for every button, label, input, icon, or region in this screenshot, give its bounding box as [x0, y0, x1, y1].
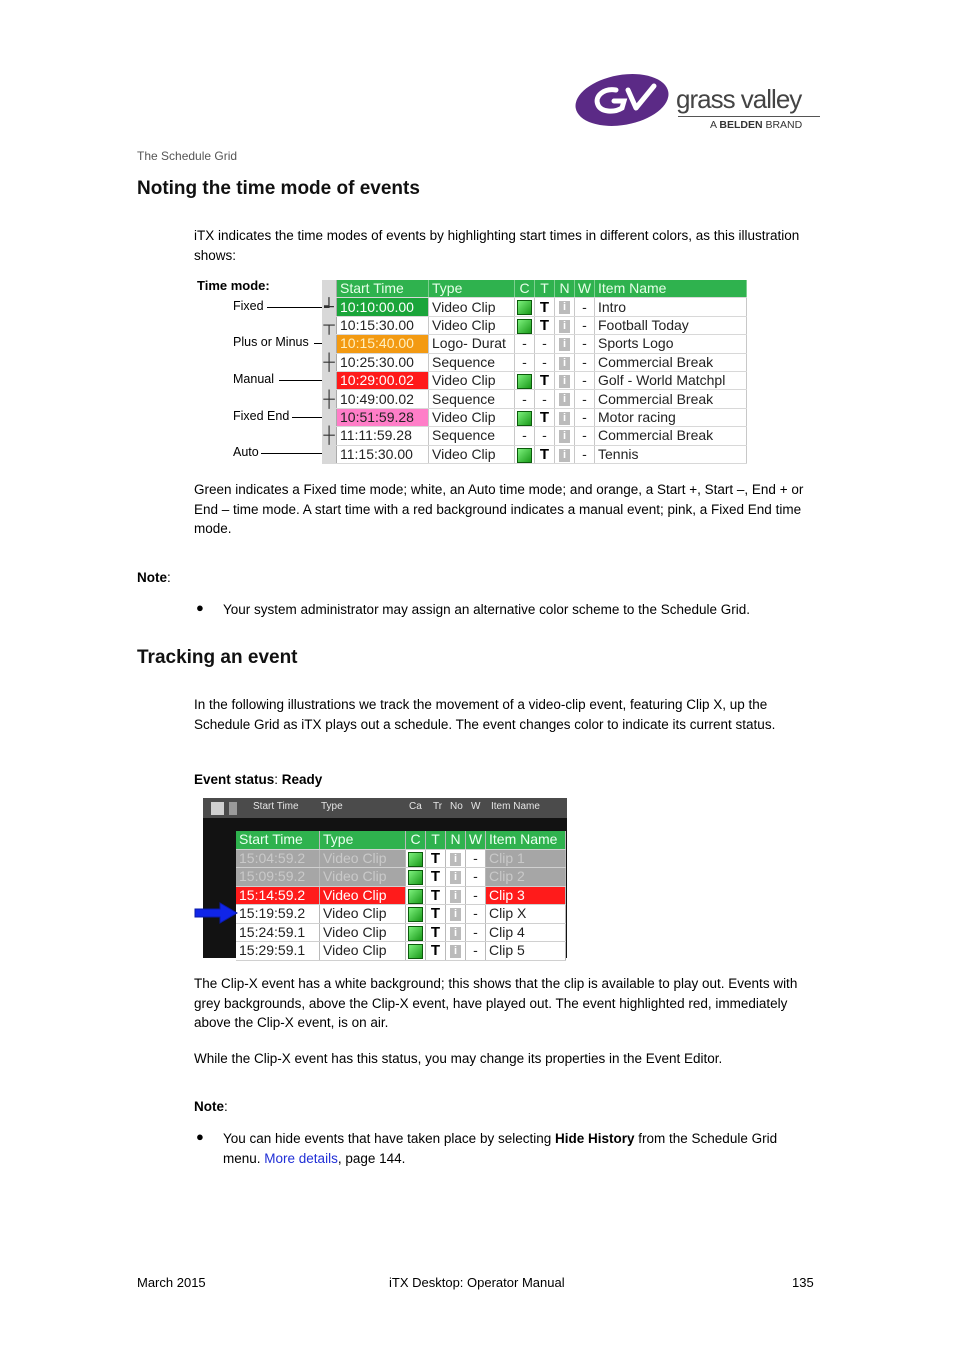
- note-text-1: Your system administrator may assign an alternative color scheme to the Schedule Grid.: [223, 602, 751, 617]
- cue-cell[interactable]: [515, 445, 535, 463]
- transition-icon: T: [539, 408, 550, 426]
- item-name-cell[interactable]: Clip 3: [486, 886, 566, 905]
- top-col-item-name[interactable]: Item Name: [491, 801, 540, 812]
- transition-cell[interactable]: [535, 408, 555, 426]
- transition-icon: T: [430, 886, 441, 904]
- grass-valley-logo: [574, 72, 824, 134]
- transition-icon: T: [430, 868, 441, 886]
- note-cell[interactable]: [555, 408, 575, 426]
- cue-status-icon: [517, 300, 532, 315]
- info-icon: i: [450, 853, 461, 866]
- transition-cell[interactable]: [535, 353, 555, 371]
- pointer-line: [261, 453, 323, 454]
- table-row[interactable]: [322, 445, 747, 463]
- note-cell[interactable]: [446, 905, 466, 924]
- type-cell[interactable]: Video Clip: [320, 886, 406, 905]
- cue-status-icon: [517, 448, 532, 463]
- cue-status-icon: [517, 374, 532, 389]
- grid-top-toolbar: [203, 798, 567, 818]
- item-name-cell[interactable]: Clip 5: [486, 942, 566, 961]
- start-time-cell[interactable]: 10:10:00.00: [337, 298, 429, 316]
- info-icon: i: [450, 908, 461, 921]
- cue-status-icon: [408, 870, 423, 885]
- note-label-1: Note:: [137, 570, 171, 585]
- logo-brand: A BELDEN BRAND: [710, 119, 803, 131]
- item-name-cell[interactable]: Golf - World Matchpl: [595, 371, 747, 389]
- info-icon: i: [559, 357, 570, 370]
- footer-page-number: 135: [792, 1275, 814, 1290]
- item-name-cell[interactable]: Commercial Break: [595, 353, 747, 371]
- cue-cell[interactable]: -: [515, 390, 535, 408]
- logo-rule: [678, 116, 820, 117]
- table-row[interactable]: [322, 427, 747, 445]
- column-gutter: [229, 802, 237, 815]
- table-row[interactable]: [236, 942, 566, 961]
- cue-status-icon: [408, 907, 423, 922]
- col-item-name[interactable]: Item Name: [595, 280, 747, 298]
- label-manual: Manual: [233, 372, 274, 386]
- mode-gutter: [322, 371, 337, 389]
- select-all-checkbox[interactable]: [211, 802, 224, 815]
- cue-status-icon: [408, 926, 423, 941]
- col-item-name[interactable]: Item Name: [486, 831, 566, 849]
- note-cell[interactable]: [555, 390, 575, 408]
- top-col-tr[interactable]: Tr: [433, 801, 443, 812]
- footer-title: iTX Desktop: Operator Manual: [389, 1275, 565, 1290]
- table-row[interactable]: [236, 886, 566, 905]
- transition-icon: T: [539, 316, 550, 334]
- pointer-line: [292, 417, 323, 418]
- cue-status-icon: [517, 411, 532, 426]
- info-icon: i: [559, 338, 570, 351]
- cue-cell[interactable]: [406, 849, 426, 868]
- table-row[interactable]: [236, 868, 566, 887]
- note-cell[interactable]: [446, 923, 466, 942]
- bullet-icon: ●: [196, 1129, 204, 1144]
- w-cell[interactable]: -: [466, 905, 486, 924]
- section1-intro: iTX indicates the time modes of events by highlighting start times in different colors, as this illustration shows:: [194, 228, 800, 263]
- cue-cell[interactable]: -: [515, 353, 535, 371]
- note-cell[interactable]: [446, 942, 466, 961]
- type-cell[interactable]: Logo- Durat: [429, 335, 515, 353]
- cue-status-icon: [517, 319, 532, 334]
- cue-cell[interactable]: [515, 408, 535, 426]
- top-col-ca[interactable]: Ca: [409, 801, 422, 812]
- item-name-cell[interactable]: Motor racing: [595, 408, 747, 426]
- more-details-link[interactable]: More details: [264, 1150, 338, 1166]
- time-mode-grid: [322, 280, 752, 464]
- schedule-grid: [236, 831, 567, 961]
- section2-para2: While the Clip-X event has this status, you may change its properties in the Event Editor.: [194, 1051, 723, 1066]
- transition-icon: -: [542, 335, 547, 352]
- type-cell[interactable]: Sequence: [429, 390, 515, 408]
- table-row[interactable]: [322, 408, 747, 426]
- note-text-2: You can hide events that have taken place by selecting Hide History from the Schedule Grid menu. More details, page 144.: [223, 1131, 778, 1166]
- info-icon: i: [559, 375, 570, 388]
- footer-date: March 2015: [137, 1275, 206, 1290]
- item-name-cell[interactable]: Commercial Break: [595, 427, 747, 445]
- cue-cell[interactable]: [515, 316, 535, 334]
- w-cell[interactable]: -: [466, 886, 486, 905]
- mode-gutter: ┼: [323, 390, 335, 408]
- note-cell[interactable]: [446, 868, 466, 887]
- item-name-cell[interactable]: Sports Logo: [595, 335, 747, 353]
- transition-cell[interactable]: [426, 886, 446, 905]
- pointer-line: [279, 380, 323, 381]
- w-cell[interactable]: -: [575, 298, 595, 316]
- info-icon: i: [559, 449, 570, 462]
- transition-icon: T: [539, 298, 550, 316]
- cue-cell[interactable]: [406, 923, 426, 942]
- col-w[interactable]: W: [466, 831, 486, 849]
- item-name-cell[interactable]: Intro: [595, 298, 747, 316]
- transition-cell[interactable]: [426, 923, 446, 942]
- table-row[interactable]: [236, 923, 566, 942]
- note-label-2: Note:: [194, 1099, 228, 1114]
- label-fixed: Fixed: [233, 299, 264, 313]
- section2-intro: In the following illustrations we track the movement of a video-clip event, featuring Clip X, up the Schedule Grid as iTX plays out a schedule. The event changes color to indicate its current status.: [194, 697, 776, 732]
- top-col-type[interactable]: Type: [321, 801, 343, 812]
- table-row[interactable]: [236, 849, 566, 868]
- item-name-cell[interactable]: Clip 1: [486, 849, 566, 868]
- start-time-cell[interactable]: 11:15:30.00: [337, 445, 429, 463]
- mode-gutter: ┬: [323, 316, 335, 334]
- col-start-time[interactable]: Start Time: [236, 831, 320, 849]
- start-time-cell[interactable]: 15:29:59.1: [236, 942, 320, 961]
- mode-gutter: [322, 335, 337, 353]
- bullet-icon: ●: [196, 600, 204, 615]
- transition-icon: T: [430, 942, 441, 960]
- info-icon: i: [559, 320, 570, 333]
- mode-gutter: [322, 408, 337, 426]
- table-row[interactable]: [322, 335, 747, 353]
- mode-gutter: [322, 445, 337, 463]
- type-cell[interactable]: Video Clip: [429, 316, 515, 334]
- w-cell[interactable]: -: [575, 408, 595, 426]
- transition-cell[interactable]: [535, 427, 555, 445]
- grid-header-row: [322, 280, 747, 298]
- transition-cell[interactable]: [535, 335, 555, 353]
- cue-status-icon: [408, 944, 423, 959]
- table-row[interactable]: [236, 905, 566, 924]
- table-row[interactable]: [322, 390, 747, 408]
- transition-icon: T: [539, 372, 550, 390]
- transition-cell[interactable]: [426, 849, 446, 868]
- transition-cell[interactable]: [535, 316, 555, 334]
- item-name-cell[interactable]: Commercial Break: [595, 390, 747, 408]
- info-icon: i: [559, 393, 570, 406]
- cue-cell[interactable]: [406, 942, 426, 961]
- type-cell[interactable]: Video Clip: [320, 868, 406, 887]
- note-cell[interactable]: [446, 886, 466, 905]
- current-event-arrow-icon: [194, 902, 238, 924]
- cue-cell[interactable]: [406, 886, 426, 905]
- item-name-cell[interactable]: Clip 2: [486, 868, 566, 887]
- transition-icon: T: [430, 849, 441, 867]
- info-icon: i: [450, 890, 461, 903]
- col-type[interactable]: Type: [429, 280, 515, 298]
- note-cell[interactable]: [555, 316, 575, 334]
- w-cell[interactable]: -: [575, 390, 595, 408]
- item-name-cell[interactable]: Clip X: [486, 905, 566, 924]
- start-time-cell[interactable]: 15:04:59.2: [236, 849, 320, 868]
- note-cell[interactable]: [555, 371, 575, 389]
- transition-icon: T: [539, 445, 550, 463]
- w-cell[interactable]: -: [466, 923, 486, 942]
- w-cell[interactable]: -: [575, 353, 595, 371]
- col-n[interactable]: N: [446, 831, 466, 849]
- type-cell[interactable]: Video Clip: [320, 905, 406, 924]
- info-icon: i: [450, 945, 461, 958]
- type-cell[interactable]: Sequence: [429, 353, 515, 371]
- section2-para1: The Clip-X event has a white background; this shows that the clip is available to play out. Events with grey backgrounds, above the Clip-X event, have played out. The event highlighted red, immediately above the Clip-X event, is on air.: [194, 976, 798, 1030]
- cue-status-icon: [408, 889, 423, 904]
- type-cell[interactable]: Video Clip: [320, 923, 406, 942]
- type-cell[interactable]: Video Clip: [429, 445, 515, 463]
- table-row[interactable]: [322, 316, 747, 334]
- cue-cell[interactable]: -: [515, 427, 535, 445]
- table-row[interactable]: [322, 353, 747, 371]
- transition-cell[interactable]: [535, 390, 555, 408]
- mode-gutter: ┵: [322, 298, 337, 316]
- note-cell[interactable]: [555, 353, 575, 371]
- transition-icon: -: [542, 427, 547, 444]
- start-time-cell[interactable]: 10:25:30.00: [337, 353, 429, 371]
- cue-cell[interactable]: [406, 868, 426, 887]
- gv-logo-mark-icon: [574, 72, 672, 128]
- w-cell[interactable]: -: [575, 445, 595, 463]
- col-t[interactable]: T: [535, 280, 555, 298]
- type-cell[interactable]: Video Clip: [429, 408, 515, 426]
- w-cell[interactable]: -: [466, 868, 486, 887]
- transition-cell[interactable]: [535, 298, 555, 316]
- note-cell[interactable]: [555, 445, 575, 463]
- grid-header-row: [236, 831, 566, 849]
- col-c[interactable]: C: [406, 831, 426, 849]
- start-time-cell[interactable]: 15:14:59.2: [236, 886, 320, 905]
- running-head: The Schedule Grid: [137, 149, 238, 163]
- note-cell[interactable]: [555, 427, 575, 445]
- info-icon: i: [450, 927, 461, 940]
- col-start-time[interactable]: Start Time: [337, 280, 429, 298]
- transition-cell[interactable]: [426, 868, 446, 887]
- type-cell[interactable]: Video Clip: [320, 942, 406, 961]
- w-cell[interactable]: -: [575, 316, 595, 334]
- info-icon: i: [559, 412, 570, 425]
- top-col-start-time[interactable]: Start Time: [253, 801, 299, 812]
- start-time-cell[interactable]: 10:15:40.00: [337, 335, 429, 353]
- logo-name: grass valley: [676, 84, 802, 114]
- w-cell[interactable]: -: [466, 942, 486, 961]
- tracking-figure: [194, 798, 567, 958]
- transition-cell[interactable]: [535, 445, 555, 463]
- note-cell[interactable]: [555, 298, 575, 316]
- transition-cell[interactable]: [426, 905, 446, 924]
- start-time-cell[interactable]: 15:09:59.2: [236, 868, 320, 887]
- cue-cell[interactable]: [406, 905, 426, 924]
- cue-cell[interactable]: -: [515, 335, 535, 353]
- item-name-cell[interactable]: Football Today: [595, 316, 747, 334]
- label-auto: Auto: [233, 445, 259, 459]
- start-time-cell[interactable]: 10:49:00.02: [337, 390, 429, 408]
- transition-icon: T: [430, 905, 441, 923]
- w-cell[interactable]: -: [575, 371, 595, 389]
- type-cell[interactable]: Sequence: [429, 427, 515, 445]
- type-cell[interactable]: Video Clip: [429, 298, 515, 316]
- col-t[interactable]: T: [426, 831, 446, 849]
- type-cell[interactable]: Video Clip: [429, 371, 515, 389]
- label-plus-minus: Plus or Minus: [233, 335, 309, 349]
- item-name-cell[interactable]: Clip 4: [486, 923, 566, 942]
- note-cell[interactable]: [555, 335, 575, 353]
- item-name-cell[interactable]: Tennis: [595, 445, 747, 463]
- transition-icon: -: [542, 353, 547, 370]
- start-time-cell[interactable]: 10:29:00.02: [337, 371, 429, 389]
- section-title-time-mode: Noting the time mode of events: [137, 178, 420, 199]
- w-cell[interactable]: -: [575, 427, 595, 445]
- type-cell[interactable]: Video Clip: [320, 849, 406, 868]
- top-col-no[interactable]: No: [450, 801, 463, 812]
- section1-explanation: Green indicates a Fixed time mode; white, an Auto time mode; and orange, a Start +, Start –, End + or End – time mode. A start time with a red background indicates a manual event; pink, a Fixed End time mode.: [194, 482, 804, 536]
- start-time-cell[interactable]: 11:11:59.28: [337, 427, 429, 445]
- pointer-line: [267, 307, 323, 308]
- label-fixed-end: Fixed End: [233, 409, 290, 423]
- table-row[interactable]: [322, 298, 747, 316]
- col-c[interactable]: C: [515, 280, 535, 298]
- transition-cell[interactable]: [535, 371, 555, 389]
- cue-cell[interactable]: [515, 371, 535, 389]
- start-time-cell[interactable]: 15:19:59.2: [236, 905, 320, 924]
- col-w[interactable]: W: [575, 280, 595, 298]
- col-n[interactable]: N: [555, 280, 575, 298]
- start-time-cell[interactable]: 10:51:59.28: [337, 408, 429, 426]
- mode-gutter: ┼: [323, 353, 335, 371]
- table-row[interactable]: [322, 371, 747, 389]
- event-status-line: Event status: Ready: [194, 772, 323, 787]
- info-icon: i: [559, 430, 570, 443]
- time-mode-figure: [195, 278, 755, 468]
- w-cell[interactable]: -: [575, 335, 595, 353]
- info-icon: i: [559, 301, 570, 314]
- start-time-cell[interactable]: 10:15:30.00: [337, 316, 429, 334]
- col-type[interactable]: Type: [320, 831, 406, 849]
- time-mode-title: Time mode:: [197, 278, 270, 293]
- w-cell[interactable]: -: [466, 849, 486, 868]
- cue-cell[interactable]: [515, 298, 535, 316]
- start-time-cell[interactable]: 15:24:59.1: [236, 923, 320, 942]
- transition-icon: -: [542, 390, 547, 407]
- cue-status-icon: [408, 852, 423, 867]
- top-col-w[interactable]: W: [471, 801, 481, 812]
- info-icon: i: [450, 871, 461, 884]
- note-cell[interactable]: [446, 849, 466, 868]
- mode-gutter: ┼: [323, 427, 335, 445]
- section-title-tracking: Tracking an event: [137, 647, 298, 668]
- transition-icon: T: [430, 923, 441, 941]
- transition-cell[interactable]: [426, 942, 446, 961]
